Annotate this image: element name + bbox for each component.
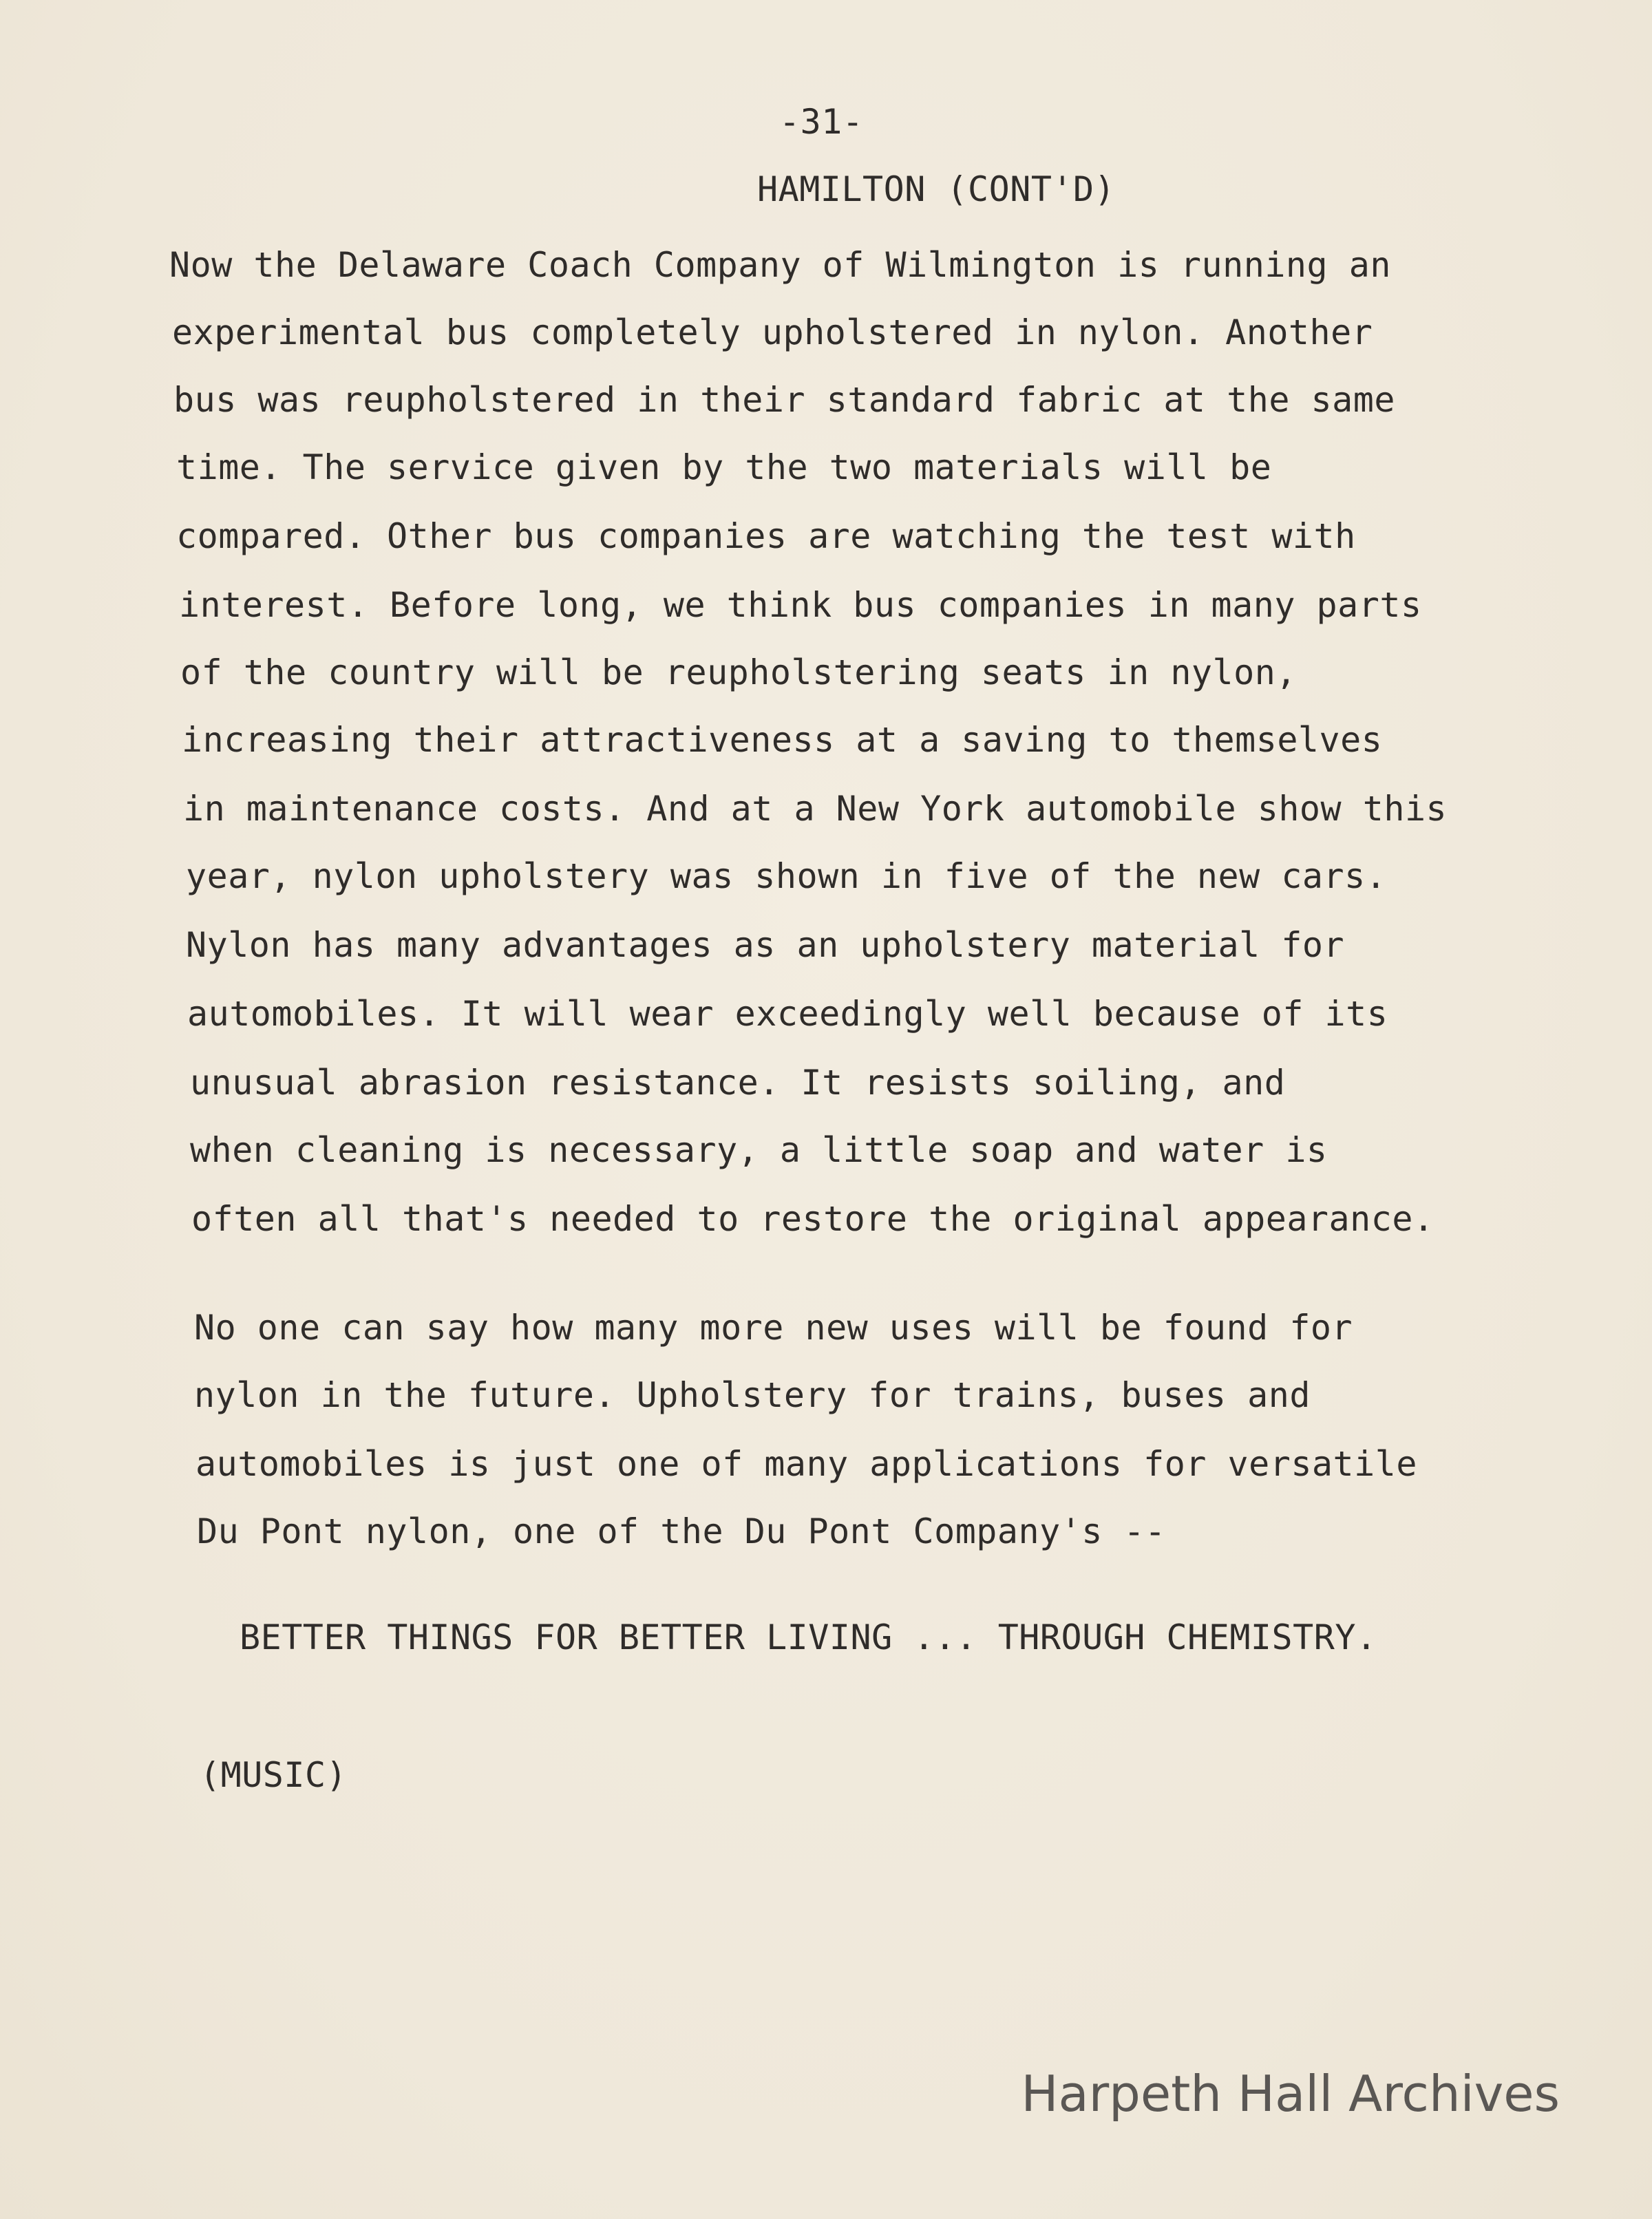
text-line: nylon in the future. Upholstery for trains, buses and — [194, 1375, 1311, 1415]
text-line: automobiles. It will wear exceedingly well because of its — [187, 994, 1388, 1034]
text-line: Nylon has many advantages as an upholstery material for — [186, 925, 1345, 965]
text-line: Du Pont nylon, one of the Du Pont Company's -- — [197, 1511, 1166, 1551]
text-line: often all that's needed to restore the original appearance. — [191, 1199, 1434, 1239]
text-line: unusual abrasion resistance. It resists soiling, and — [190, 1063, 1286, 1103]
text-line: automobiles is just one of many applications for versatile — [195, 1444, 1417, 1484]
music-cue: (MUSIC) — [200, 1755, 348, 1795]
text-line: time. The service given by the two materials will be — [176, 447, 1272, 487]
text-line: interest. Before long, we think bus companies in many parts — [179, 585, 1422, 625]
text-line: Now the Delaware Coach Company of Wilmington is running an — [169, 245, 1391, 285]
text-line: increasing their attractiveness at a saving to themselves — [182, 720, 1383, 760]
text-line: experimental bus completely upholstered in nylon. Another — [172, 312, 1373, 352]
archive-watermark: Harpeth Hall Archives — [1021, 2065, 1560, 2123]
text-line: in maintenance costs. And at a New York automobile show this — [183, 789, 1448, 829]
text-line: compared. Other bus companies are watching the test with — [176, 516, 1356, 556]
tagline: BETTER THINGS FOR BETTER LIVING ... THROUGH CHEMISTRY. — [240, 1617, 1377, 1657]
text-line: bus was reupholstered in their standard fabric at the same — [173, 380, 1395, 420]
section-heading: HAMILTON (CONT'D) — [757, 169, 1116, 209]
text-line: of the country will be reupholstering seats in nylon, — [180, 652, 1297, 692]
text-line: when cleaning is necessary, a little soap and water is — [190, 1130, 1328, 1170]
page-number: -31- — [779, 102, 864, 142]
text-line: year, nylon upholstery was shown in five of the new cars. — [186, 856, 1387, 896]
text-line: No one can say how many more new uses will be found for — [194, 1308, 1353, 1348]
